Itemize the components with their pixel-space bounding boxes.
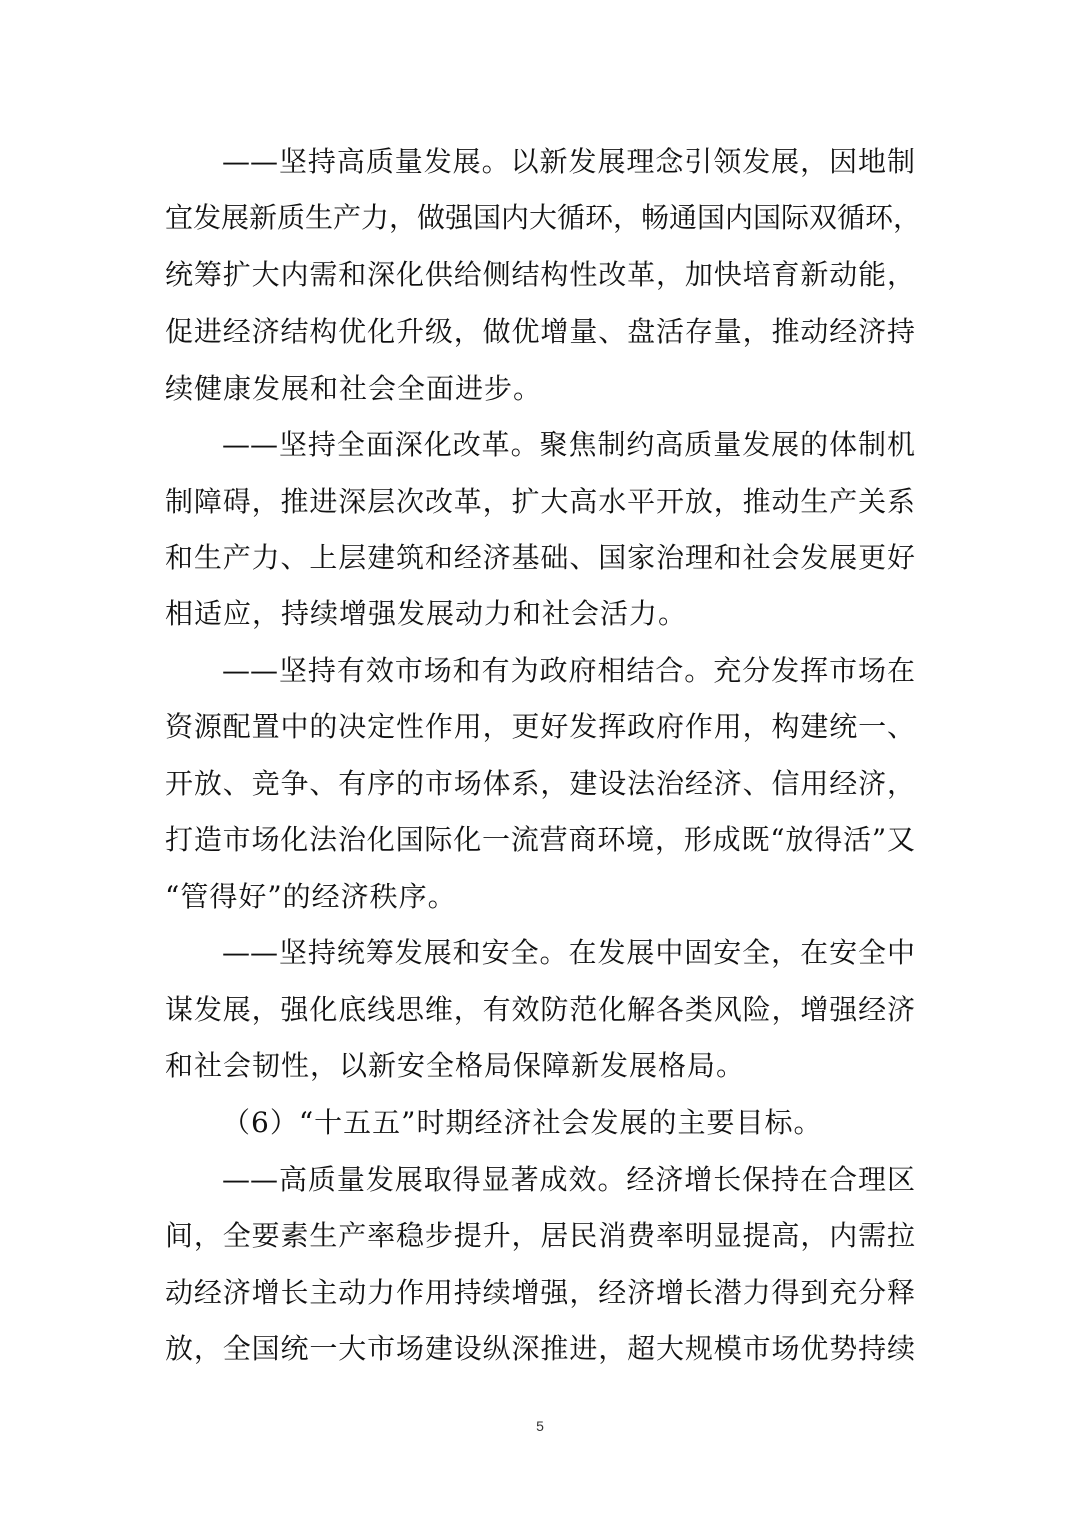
text-line: 资源配置中的决定性作用，更好发挥政府作用，构建统一、 <box>165 710 915 743</box>
text-line: ——坚持统筹发展和安全。在发展中固安全，在安全中 <box>222 936 915 969</box>
text-line: 和社会韧性，以新安全格局保障新发展格局。 <box>165 1049 746 1082</box>
page-number: 5 <box>536 1418 544 1434</box>
text-line: ——高质量发展取得显著成效。经济增长保持在合理区 <box>222 1163 915 1196</box>
text-line: 间，全要素生产率稳步提升，居民消费率明显提高，内需拉 <box>165 1219 915 1252</box>
text-line: 续健康发展和社会全面进步。 <box>165 372 543 405</box>
text-line: 动经济增长主动力作用持续增强，经济增长潜力得到充分释 <box>165 1276 915 1309</box>
text-line: “管得好”的经济秩序。 <box>165 880 457 913</box>
text-line: 放，全国统一大市场建设纵深推进，超大规模市场优势持续 <box>165 1332 915 1365</box>
text-line: ——坚持高质量发展。以新发展理念引领发展，因地制 <box>222 145 915 178</box>
text-line: 制障碍，推进深层次改革，扩大高水平开放，推动生产关系 <box>165 485 915 518</box>
text-line: 相适应，持续增强发展动力和社会活力。 <box>165 597 688 630</box>
text-line: 打造市场化法治化国际化一流营商环境，形成既“放得活”又 <box>165 823 915 856</box>
text-line: 统筹扩大内需和深化供给侧结构性改革，加快培育新动能， <box>165 258 915 291</box>
text-line: ——坚持全面深化改革。聚焦制约高质量发展的体制机 <box>222 428 915 461</box>
text-line: 谋发展，强化底线思维，有效防范化解各类风险，增强经济 <box>165 993 915 1026</box>
text-line: ——坚持有效市场和有为政府相结合。充分发挥市场在 <box>222 654 915 687</box>
text-line: 宜发展新质生产力，做强国内大循环，畅通国内国际双循环， <box>165 201 922 234</box>
text-line: 和生产力、上层建筑和经济基础、国家治理和社会发展更好 <box>165 541 915 574</box>
text-line: （6）“十五五”时期经济社会发展的主要目标。 <box>222 1106 823 1139</box>
text-line: 开放、竞争、有序的市场体系，建设法治经济、信用经济， <box>165 767 915 800</box>
text-line: 促进经济结构优化升级，做优增量、盘活存量，推动经济持 <box>165 315 915 348</box>
